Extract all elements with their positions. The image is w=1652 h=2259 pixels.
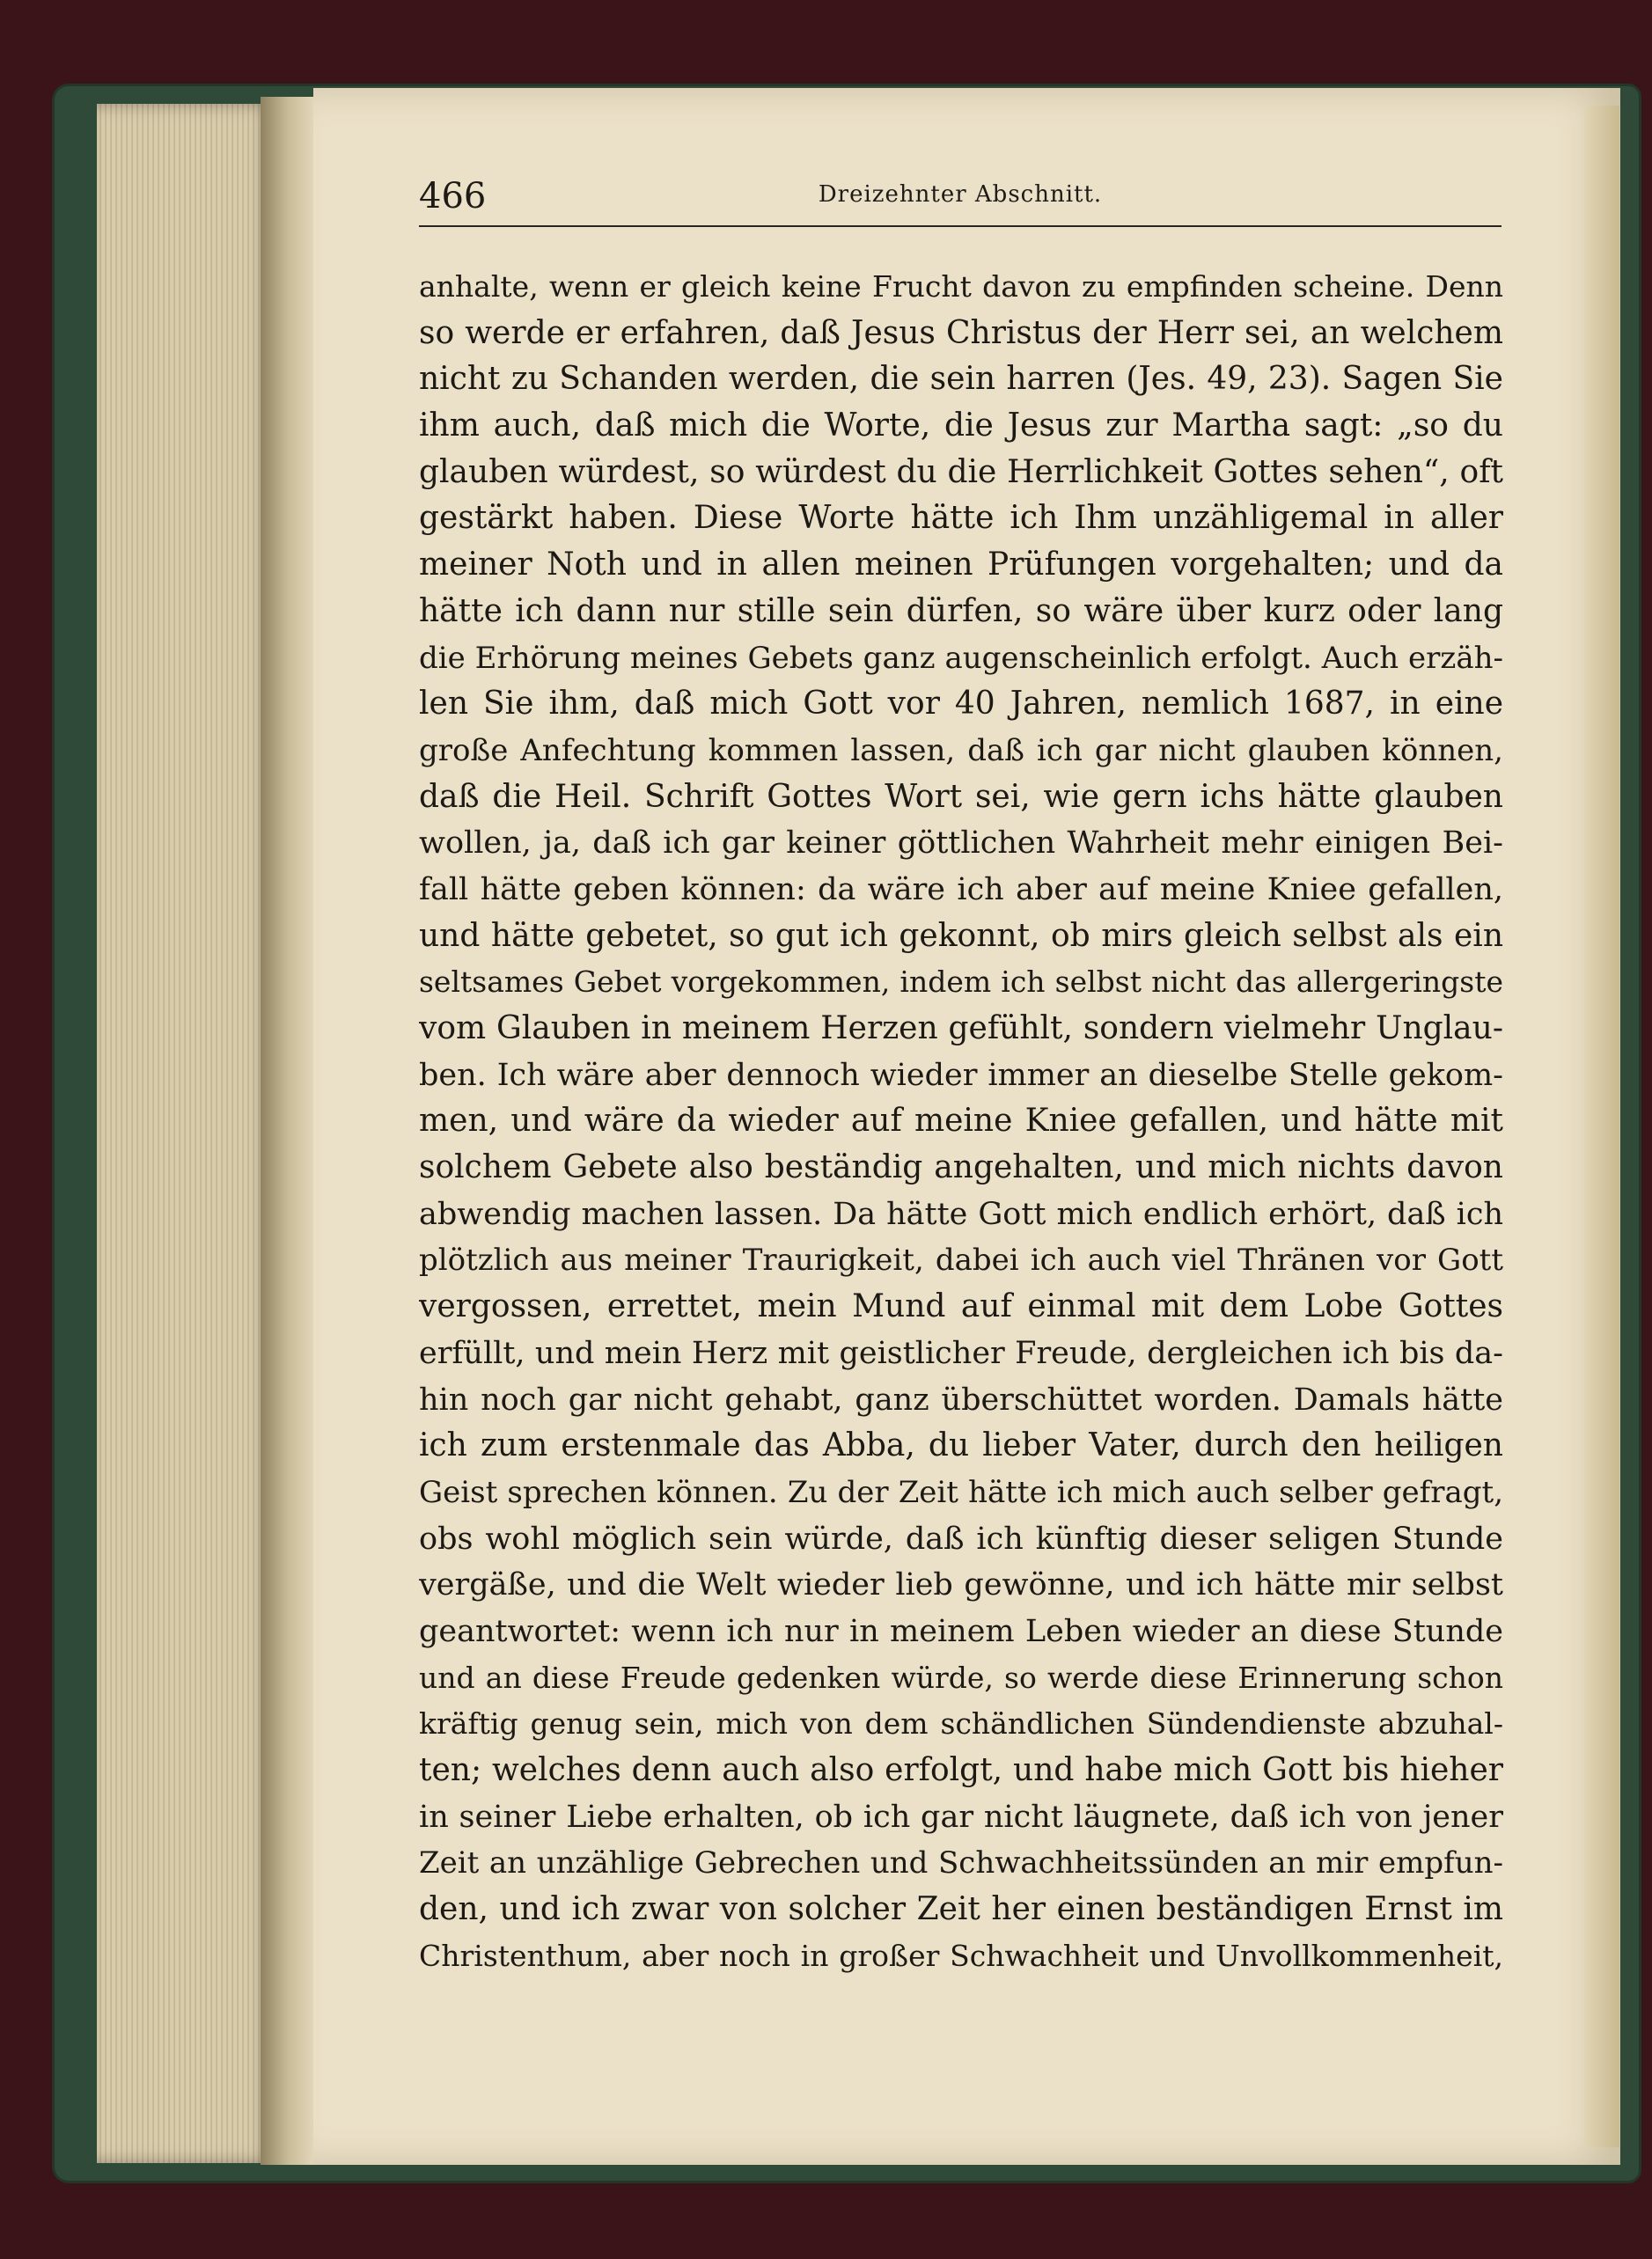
text-line: die Erhörung meines Gebets ganz augenscheinlich erfolgt. Auch erzäh- — [419, 640, 1503, 676]
text-line: so werde er erfahren, daß Jesus Christus der Herr sei, an welchem — [419, 314, 1503, 351]
page-fore-edge — [1584, 106, 1619, 2147]
text-line: vergäße, und die Welt wieder lieb gewönne, und ich hätte mir selbst — [419, 1567, 1503, 1603]
text-line: gestärkt haben. Diese Worte hätte ich Ihm unzähligemal in aller — [419, 500, 1503, 537]
text-line: und hätte gebetet, so gut ich gekonnt, ob mirs gleich selbst als ein — [419, 917, 1503, 954]
text-line: plötzlich aus meiner Traurigkeit, dabei ich auch viel Thränen vor Gott — [419, 1243, 1503, 1279]
text-line: geantwortet: wenn ich nur in meinem Leben wieder an diese Stunde — [419, 1613, 1503, 1649]
text-line: abwendig machen lassen. Da hätte Gott mich endlich erhört, daß ich — [419, 1196, 1503, 1232]
text-line: ihm auch, daß mich die Worte, die Jesus zur Martha sagt: „so du — [419, 407, 1503, 444]
text-line: obs wohl möglich sein würde, daß ich künftig dieser seligen Stunde — [419, 1521, 1503, 1557]
page-stack-edge — [97, 104, 273, 2163]
text-line: Christenthum, aber noch in großer Schwachheit und Unvollkommenheit, — [419, 1938, 1503, 1973]
text-line: hin noch gar nicht gehabt, ganz überschüttet worden. Damals hätte — [419, 1382, 1503, 1418]
text-line: nicht zu Schanden werden, die sein harren (Jes. 49, 23). Sagen Sie — [419, 361, 1503, 398]
text-line: Geist sprechen können. Zu der Zeit hätte ich mich auch selber gefragt, — [419, 1474, 1503, 1510]
body-text — [419, 264, 1503, 1979]
text-line: vom Glauben in meinem Herzen gefühlt, sondern vielmehr Unglau- — [419, 1010, 1503, 1046]
chapter-title: Dreizehnter Abschnitt. — [818, 181, 1103, 208]
text-line: vergossen, errettet, mein Mund auf einmal mit dem Lobe Gottes — [419, 1288, 1503, 1325]
text-line: große Anfechtung kommen lassen, daß ich gar nicht glauben können, — [419, 732, 1503, 768]
text-line: erfüllt, und mein Herz mit geistlicher Freude, dergleichen ich bis da- — [419, 1335, 1503, 1371]
text-line: men, und wäre da wieder auf meine Kniee gefallen, und hätte mit — [419, 1103, 1503, 1140]
text-line: glauben würdest, so würdest du die Herrlichkeit Gottes sehen“, oft — [419, 453, 1503, 490]
text-line: seltsames Gebet vorgekommen, indem ich selbst nicht das allergeringste — [419, 964, 1503, 1000]
text-line: in seiner Liebe erhalten, ob ich gar nicht läugnete, daß ich von jener — [419, 1799, 1503, 1835]
text-line: ben. Ich wäre aber dennoch wieder immer an dieselbe Stelle gekom- — [419, 1057, 1503, 1093]
text-line: kräftig genug sein, mich von dem schändlichen Sündendienste abzuhal- — [419, 1706, 1503, 1742]
text-line: wollen, ja, daß ich gar keiner göttlichen Wahrheit mehr einigen Bei- — [419, 825, 1503, 862]
text-line: len Sie ihm, daß mich Gott vor 40 Jahren, nemlich 1687, in eine — [419, 686, 1503, 722]
text-line: fall hätte geben können: da wäre ich aber auf meine Kniee gefallen, — [419, 871, 1503, 907]
text-line: ich zum erstenmale das Abba, du lieber Vater, durch den heiligen — [419, 1427, 1503, 1464]
text-line: daß die Heil. Schrift Gottes Wort sei, wie gern ichs hätte glauben — [419, 778, 1503, 815]
text-line: solchem Gebete also beständig angehalten, und mich nichts davon — [419, 1149, 1503, 1186]
text-line: Zeit an unzählige Gebrechen und Schwachheitssünden an mir empfun- — [419, 1845, 1503, 1881]
text-line: meiner Noth und in allen meinen Prüfungen vorgehalten; und da — [419, 546, 1503, 583]
text-line: anhalte, wenn er gleich keine Frucht davon zu empfinden scheine. Denn — [419, 269, 1503, 304]
running-head — [419, 176, 1501, 227]
page-number: 466 — [419, 176, 487, 216]
text-line: den, und ich zwar von solcher Zeit her einen beständigen Ernst im — [419, 1891, 1503, 1928]
text-line: hätte ich dann nur stille sein dürfen, so wäre über kurz oder lang — [419, 592, 1503, 629]
text-line: ten; welches denn auch also erfolgt, und habe mich Gott bis hieher — [419, 1752, 1503, 1788]
text-line: und an diese Freude gedenken würde, so werde diese Erinnerung schon — [419, 1660, 1503, 1695]
